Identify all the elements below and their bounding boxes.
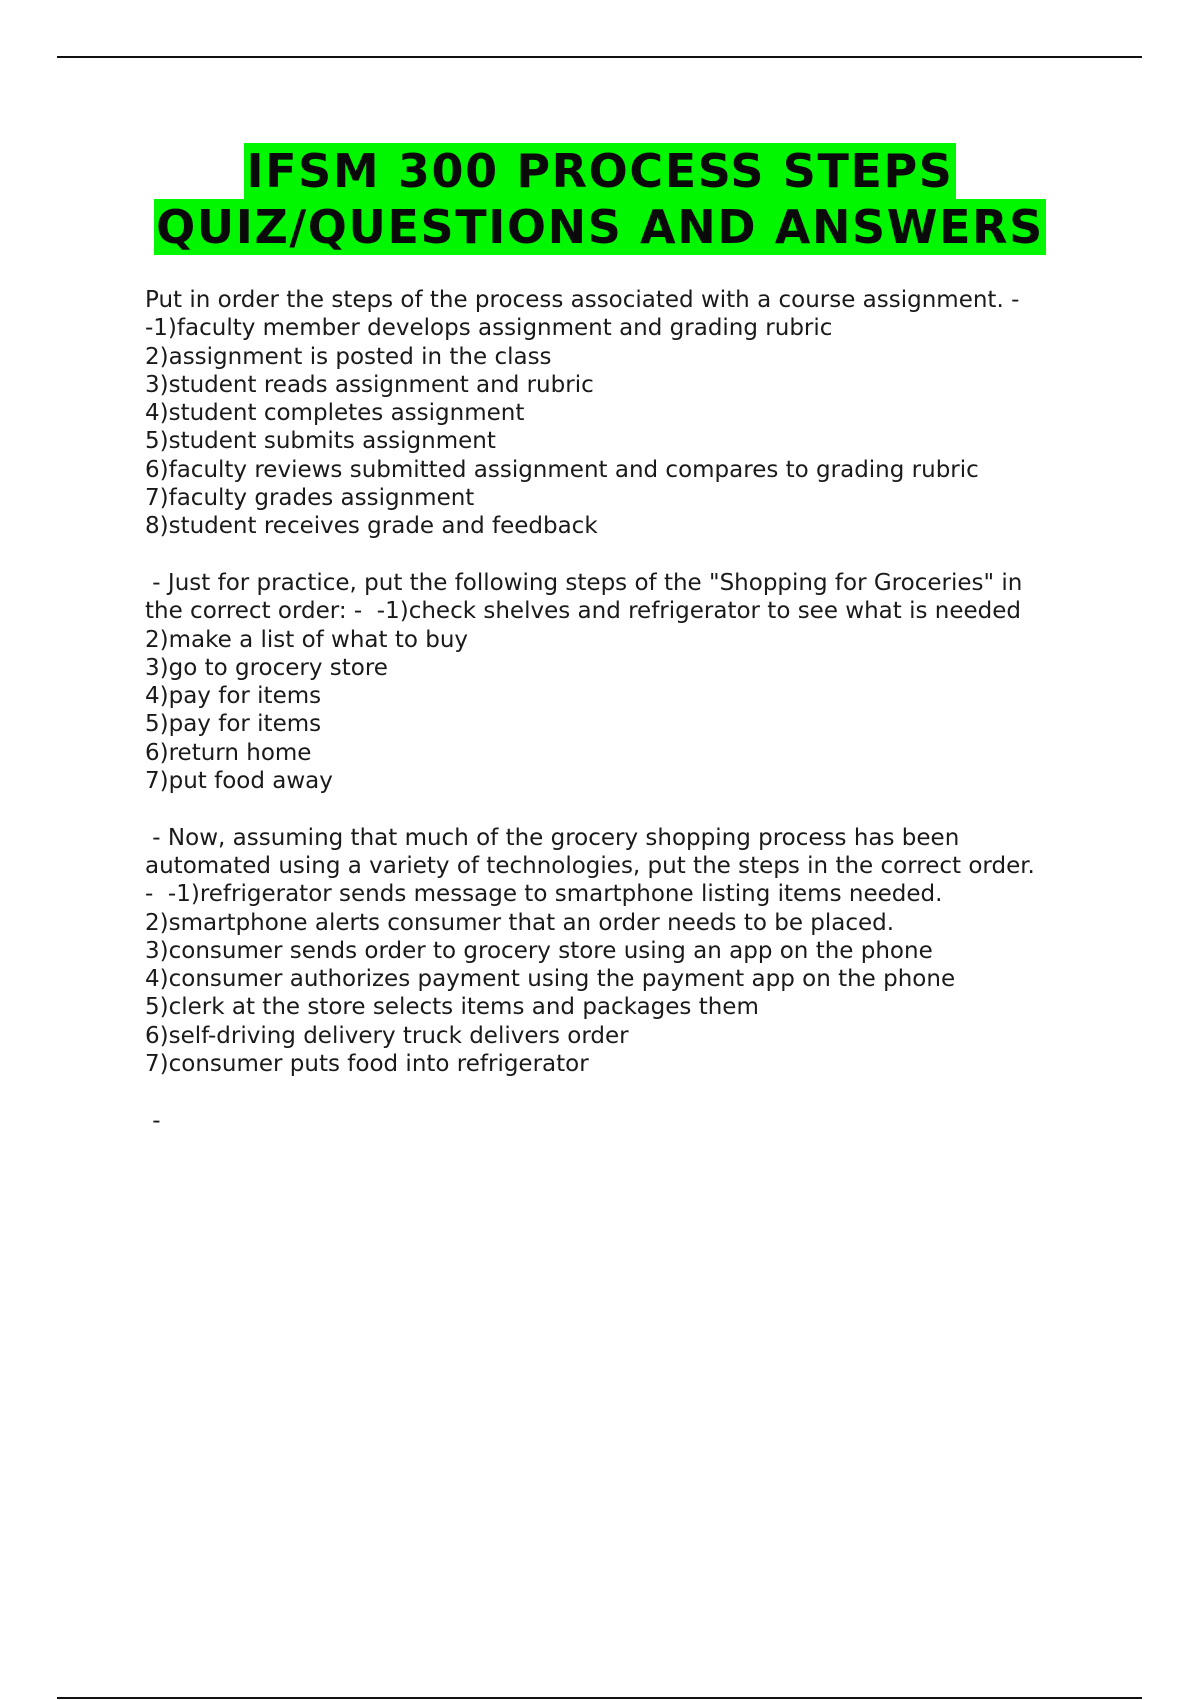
question-block-groceries <box>145 569 1145 795</box>
text-line: - Just for practice, put the following steps of the "Shopping for Groceries" in <box>145 569 1023 596</box>
title-line-1: IFSM 300 PROCESS STEPS <box>246 144 954 198</box>
text-line: 8)student receives grade and feedback <box>145 513 598 540</box>
paragraph-gap <box>145 795 1145 823</box>
text-line: 3)student reads assignment and rubric <box>145 371 594 398</box>
text-line: 7)faculty grades assignment <box>145 485 475 512</box>
text-line: 6)faculty reviews submitted assignment and compares to grading rubric <box>145 456 979 483</box>
text-line: 5)student submits assignment <box>145 428 496 455</box>
document-body <box>145 286 1145 1135</box>
document-title <box>0 143 1200 255</box>
text-line: 5)pay for items <box>145 711 322 738</box>
paragraph-gap <box>145 1078 1145 1106</box>
text-line: 7)consumer puts food into refrigerator <box>145 1051 589 1078</box>
text-line: 2)smartphone alerts consumer that an order needs to be placed. <box>145 909 895 936</box>
text-line: 4)consumer authorizes payment using the payment app on the phone <box>145 966 956 993</box>
bottom-rule <box>57 1697 1142 1699</box>
text-line: 6)self-driving delivery truck delivers order <box>145 1022 629 1049</box>
text-line: 2)make a list of what to buy <box>145 626 469 653</box>
text-line: - Now, assuming that much of the grocery shopping process has been <box>145 824 960 851</box>
text-line: 6)return home <box>145 739 312 766</box>
text-line: 4)student completes assignment <box>145 400 525 427</box>
text-line: Put in order the steps of the process associated with a course assignment. - <box>145 287 1020 313</box>
title-line-2: QUIZ/QUESTIONS AND ANSWERS <box>156 200 1044 254</box>
text-line: - <box>145 1107 161 1134</box>
text-line: - -1)refrigerator sends message to smartphone listing items needed. <box>145 881 943 908</box>
text-line: 5)clerk at the store selects items and packages them <box>145 994 759 1021</box>
text-line: 2)assignment is posted in the class <box>145 343 552 370</box>
text-line: the correct order: - -1)check shelves and refrigerator to see what is needed <box>145 598 1022 625</box>
text-line: 3)consumer sends order to grocery store using an app on the phone <box>145 937 933 964</box>
text-line: 4)pay for items <box>145 683 322 710</box>
question-block-course-assignment <box>145 286 1145 541</box>
top-rule <box>57 56 1142 58</box>
text-line: automated using a variety of technologies, put the steps in the correct order. <box>145 852 1035 879</box>
text-line: 7)put food away <box>145 768 333 795</box>
paragraph-gap <box>145 541 1145 569</box>
question-block-automated-groceries <box>145 824 1145 1079</box>
text-line: -1)faculty member develops assignment and grading rubric <box>145 315 833 342</box>
text-line: 3)go to grocery store <box>145 654 388 681</box>
question-block-trailing <box>145 1107 1145 1135</box>
